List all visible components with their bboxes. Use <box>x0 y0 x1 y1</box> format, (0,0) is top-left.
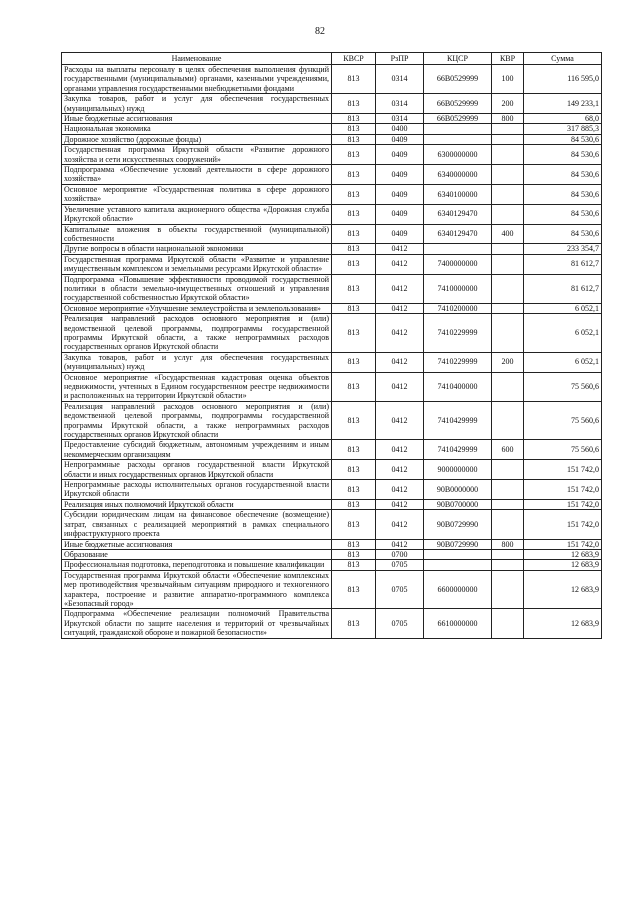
cell-sum: 84 530,6 <box>524 204 602 224</box>
cell-kvsr: 813 <box>332 254 376 274</box>
cell-kvr <box>492 124 524 134</box>
cell-name: Реализация направлений расходов основного мероприятия и (или) ведомственной целевой программы, подпрограммы государственной программы Иркутской области, а также непрограммных расходов государственных органов Иркутской области <box>62 401 332 440</box>
cell-sum: 151 742,0 <box>524 460 602 480</box>
cell-rzpr: 0412 <box>376 440 424 460</box>
table-row <box>62 94 602 114</box>
cell-rzpr: 0400 <box>376 124 424 134</box>
table-row <box>62 124 602 134</box>
table-header-row <box>62 53 602 65</box>
cell-rzpr: 0412 <box>376 352 424 372</box>
cell-name: Капитальные вложения в объекты государственной (муниципальной) собственности <box>62 224 332 244</box>
cell-rzpr: 0412 <box>376 401 424 440</box>
cell-kvr <box>492 314 524 353</box>
cell-kvsr: 813 <box>332 372 376 401</box>
cell-name: Субсидии юридическим лицам на финансовое обеспечение (возмещение) затрат, связанных с реализацией мероприятий в рамках специального инфраструктурного проекта <box>62 510 332 539</box>
cell-kcsr: 7410429999 <box>424 401 492 440</box>
header-kvsr: КВСР <box>332 53 376 65</box>
cell-name: Закупка товаров, работ и услуг для обеспечения государственных (муниципальных) нужд <box>62 352 332 372</box>
cell-name: Непрограммные расходы исполнительных органов государственной власти Иркутской области <box>62 480 332 500</box>
cell-kcsr: 66В0529999 <box>424 94 492 114</box>
cell-kcsr: 90В0729990 <box>424 539 492 549</box>
cell-kvr: 200 <box>492 352 524 372</box>
cell-sum: 75 560,6 <box>524 372 602 401</box>
cell-name: Расходы на выплаты персоналу в целях обеспечения выполнения функций государственными (муниципальными) органами, казенными учреждениями, органами управления государственными внебюджетными фондами <box>62 65 332 94</box>
cell-kcsr: 9000000000 <box>424 460 492 480</box>
cell-kvsr: 813 <box>332 499 376 509</box>
cell-name: Подпрограмма «Обеспечение условий деятельности в сфере дорожного хозяйства» <box>62 165 332 185</box>
header-name: Наименование <box>62 53 332 65</box>
cell-sum: 151 742,0 <box>524 499 602 509</box>
cell-kvsr: 813 <box>332 303 376 313</box>
table-row <box>62 114 602 124</box>
cell-kvr <box>492 609 524 638</box>
cell-rzpr: 0412 <box>376 499 424 509</box>
cell-kcsr: 6300000000 <box>424 145 492 165</box>
cell-kcsr: 66В0529999 <box>424 114 492 124</box>
table-row <box>62 352 602 372</box>
cell-kvr: 100 <box>492 65 524 94</box>
header-kvr: КВР <box>492 53 524 65</box>
cell-sum: 81 612,7 <box>524 254 602 274</box>
cell-rzpr: 0314 <box>376 94 424 114</box>
cell-kcsr: 90В0729990 <box>424 510 492 539</box>
cell-sum: 151 742,0 <box>524 539 602 549</box>
cell-rzpr: 0412 <box>376 480 424 500</box>
table-row <box>62 184 602 204</box>
cell-kvr <box>492 303 524 313</box>
table-row <box>62 145 602 165</box>
cell-name: Государственная программа Иркутской области «Обеспечение комплексных мер противодействия чрезвычайным ситуациям природного и техногенного характера, построение и развитие аппаратно-программного комплекса «Безопасный город» <box>62 570 332 609</box>
table-body <box>62 65 602 639</box>
cell-kvsr: 813 <box>332 314 376 353</box>
cell-kvr: 400 <box>492 224 524 244</box>
page-number: 82 <box>315 26 325 37</box>
cell-rzpr: 0409 <box>376 134 424 144</box>
table-row <box>62 401 602 440</box>
cell-kcsr <box>424 549 492 559</box>
cell-kcsr: 6610000000 <box>424 609 492 638</box>
table-row <box>62 510 602 539</box>
cell-kvsr: 813 <box>332 94 376 114</box>
cell-kvr <box>492 460 524 480</box>
cell-sum: 151 742,0 <box>524 510 602 539</box>
cell-kcsr: 7410400000 <box>424 372 492 401</box>
cell-rzpr: 0412 <box>376 460 424 480</box>
cell-rzpr: 0412 <box>376 539 424 549</box>
cell-sum: 12 683,9 <box>524 549 602 559</box>
cell-kcsr: 6340129470 <box>424 224 492 244</box>
cell-name: Предоставление субсидий бюджетным, автономным учреждениям и иным некоммерческим организациям <box>62 440 332 460</box>
cell-kvsr: 813 <box>332 460 376 480</box>
cell-name: Другие вопросы в области национальной экономики <box>62 244 332 254</box>
cell-name: Иные бюджетные ассигнования <box>62 114 332 124</box>
cell-kcsr <box>424 244 492 254</box>
cell-rzpr: 0412 <box>376 303 424 313</box>
table-row <box>62 440 602 460</box>
header-rzpr: РзПР <box>376 53 424 65</box>
cell-kvr <box>492 254 524 274</box>
cell-sum: 317 885,3 <box>524 124 602 134</box>
table-row <box>62 254 602 274</box>
cell-kvsr: 813 <box>332 549 376 559</box>
cell-name: Образование <box>62 549 332 559</box>
cell-sum: 151 742,0 <box>524 480 602 500</box>
cell-rzpr: 0409 <box>376 165 424 185</box>
table-row <box>62 134 602 144</box>
cell-name: Основное мероприятие «Государственная кадастровая оценка объектов недвижимости, учтенных в Едином государственном реестре недвижимости и расположенных на территории Иркутской области» <box>62 372 332 401</box>
table-row <box>62 244 602 254</box>
cell-kvr <box>492 549 524 559</box>
cell-kvsr: 813 <box>332 560 376 570</box>
cell-kvsr: 813 <box>332 224 376 244</box>
cell-kvr <box>492 145 524 165</box>
cell-kvr <box>492 510 524 539</box>
cell-sum: 12 683,9 <box>524 609 602 638</box>
cell-kvsr: 813 <box>332 539 376 549</box>
cell-kcsr <box>424 134 492 144</box>
cell-kvr <box>492 165 524 185</box>
table-row <box>62 372 602 401</box>
cell-kvsr: 813 <box>332 440 376 460</box>
header-kcsr: КЦСР <box>424 53 492 65</box>
cell-kvsr: 813 <box>332 609 376 638</box>
cell-rzpr: 0314 <box>376 65 424 94</box>
cell-kvr <box>492 244 524 254</box>
table-row <box>62 539 602 549</box>
cell-kvr <box>492 372 524 401</box>
cell-kvr <box>492 480 524 500</box>
cell-kcsr: 6600000000 <box>424 570 492 609</box>
cell-name: Реализация направлений расходов основного мероприятия и (или) ведомственной целевой программы, подпрограммы государственной программы Иркутской области, а также непрограммных расходов государственных органов Иркутской области <box>62 314 332 353</box>
cell-kvr <box>492 274 524 303</box>
table-row <box>62 499 602 509</box>
cell-sum: 6 052,1 <box>524 352 602 372</box>
cell-rzpr: 0412 <box>376 244 424 254</box>
cell-sum: 84 530,6 <box>524 165 602 185</box>
cell-kvsr: 813 <box>332 401 376 440</box>
table-row <box>62 65 602 94</box>
cell-kcsr: 7410200000 <box>424 303 492 313</box>
cell-sum: 6 052,1 <box>524 303 602 313</box>
cell-name: Государственная программа Иркутской области «Развитие дорожного хозяйства и сети искусственных сооружений» <box>62 145 332 165</box>
cell-kcsr <box>424 560 492 570</box>
table-row <box>62 314 602 353</box>
cell-kvr: 600 <box>492 440 524 460</box>
cell-kvsr: 813 <box>332 184 376 204</box>
cell-kvsr: 813 <box>332 480 376 500</box>
cell-sum: 149 233,1 <box>524 94 602 114</box>
table-row <box>62 549 602 559</box>
cell-rzpr: 0412 <box>376 314 424 353</box>
cell-kvsr: 813 <box>332 570 376 609</box>
cell-rzpr: 0705 <box>376 570 424 609</box>
cell-kcsr: 7410000000 <box>424 274 492 303</box>
cell-kvr: 200 <box>492 94 524 114</box>
cell-kvr <box>492 560 524 570</box>
cell-kvr <box>492 401 524 440</box>
cell-sum: 6 052,1 <box>524 314 602 353</box>
table-row <box>62 204 602 224</box>
table-row <box>62 560 602 570</box>
cell-name: Государственная программа Иркутской области «Развитие и управление имущественным комплексом и земельными ресурсами Иркутской области» <box>62 254 332 274</box>
cell-kcsr: 6340100000 <box>424 184 492 204</box>
cell-sum: 75 560,6 <box>524 401 602 440</box>
cell-name: Дорожное хозяйство (дорожные фонды) <box>62 134 332 144</box>
cell-sum: 84 530,6 <box>524 145 602 165</box>
cell-kvsr: 813 <box>332 204 376 224</box>
cell-kcsr <box>424 124 492 134</box>
cell-name: Реализация иных полномочий Иркутской области <box>62 499 332 509</box>
cell-kvsr: 813 <box>332 134 376 144</box>
cell-name: Подпрограмма «Обеспечение реализации полномочий Правительства Иркутской области по защите населения и территорий от чрезвычайных ситуаций, гражданской обороне и пожарной безопасности» <box>62 609 332 638</box>
table-row <box>62 609 602 638</box>
cell-kcsr: 90В0700000 <box>424 499 492 509</box>
cell-name: Профессиональная подготовка, переподготовка и повышение квалификации <box>62 560 332 570</box>
cell-rzpr: 0409 <box>376 204 424 224</box>
cell-sum: 12 683,9 <box>524 570 602 609</box>
cell-kvsr: 813 <box>332 165 376 185</box>
cell-kvr <box>492 134 524 144</box>
cell-name: Увеличение уставного капитала акционерного общества «Дорожная служба Иркутской области» <box>62 204 332 224</box>
cell-rzpr: 0409 <box>376 145 424 165</box>
cell-kvsr: 813 <box>332 352 376 372</box>
table-row <box>62 303 602 313</box>
cell-rzpr: 0412 <box>376 274 424 303</box>
cell-kvr: 800 <box>492 114 524 124</box>
cell-kcsr: 6340000000 <box>424 165 492 185</box>
cell-kcsr: 7410429999 <box>424 440 492 460</box>
cell-name: Основное мероприятие «Улучшение землеустройства и землепользования» <box>62 303 332 313</box>
cell-kvsr: 813 <box>332 114 376 124</box>
cell-kcsr: 7410229999 <box>424 352 492 372</box>
cell-sum: 233 354,7 <box>524 244 602 254</box>
cell-rzpr: 0705 <box>376 560 424 570</box>
cell-name: Национальная экономика <box>62 124 332 134</box>
cell-kcsr: 7400000000 <box>424 254 492 274</box>
cell-kcsr: 6340129470 <box>424 204 492 224</box>
cell-sum: 12 683,9 <box>524 560 602 570</box>
table-row <box>62 165 602 185</box>
cell-kvr <box>492 184 524 204</box>
cell-kvsr: 813 <box>332 145 376 165</box>
cell-kvr: 800 <box>492 539 524 549</box>
cell-rzpr: 0314 <box>376 114 424 124</box>
cell-kcsr: 66В0529999 <box>424 65 492 94</box>
cell-rzpr: 0409 <box>376 224 424 244</box>
cell-name: Закупка товаров, работ и услуг для обеспечения государственных (муниципальных) нужд <box>62 94 332 114</box>
cell-rzpr: 0412 <box>376 510 424 539</box>
cell-kcsr: 7410229999 <box>424 314 492 353</box>
cell-kcsr: 90В0000000 <box>424 480 492 500</box>
cell-name: Непрограммные расходы органов государственной власти Иркутской области и иных государственных органов Иркутской области <box>62 460 332 480</box>
cell-kvsr: 813 <box>332 124 376 134</box>
cell-sum: 116 595,0 <box>524 65 602 94</box>
cell-sum: 81 612,7 <box>524 274 602 303</box>
cell-sum: 84 530,6 <box>524 224 602 244</box>
cell-name: Иные бюджетные ассигнования <box>62 539 332 549</box>
cell-kvr <box>492 570 524 609</box>
cell-kvsr: 813 <box>332 274 376 303</box>
cell-kvr <box>492 204 524 224</box>
cell-sum: 75 560,6 <box>524 440 602 460</box>
cell-rzpr: 0409 <box>376 184 424 204</box>
cell-rzpr: 0412 <box>376 254 424 274</box>
cell-name: Основное мероприятие «Государственная политика в сфере дорожного хозяйства» <box>62 184 332 204</box>
table-row <box>62 274 602 303</box>
header-sum: Сумма <box>524 53 602 65</box>
table-row <box>62 460 602 480</box>
cell-sum: 84 530,6 <box>524 184 602 204</box>
cell-sum: 68,0 <box>524 114 602 124</box>
budget-table <box>61 52 602 639</box>
cell-kvsr: 813 <box>332 510 376 539</box>
table-row <box>62 480 602 500</box>
table-row <box>62 224 602 244</box>
cell-sum: 84 530,6 <box>524 134 602 144</box>
cell-rzpr: 0700 <box>376 549 424 559</box>
cell-kvsr: 813 <box>332 65 376 94</box>
cell-rzpr: 0705 <box>376 609 424 638</box>
table-row <box>62 570 602 609</box>
cell-kvsr: 813 <box>332 244 376 254</box>
cell-rzpr: 0412 <box>376 372 424 401</box>
cell-name: Подпрограмма «Повышение эффективности проводимой государственной политики в области земельно-имущественных отношений и управления государственной собственностью Иркутской области» <box>62 274 332 303</box>
cell-kvr <box>492 499 524 509</box>
